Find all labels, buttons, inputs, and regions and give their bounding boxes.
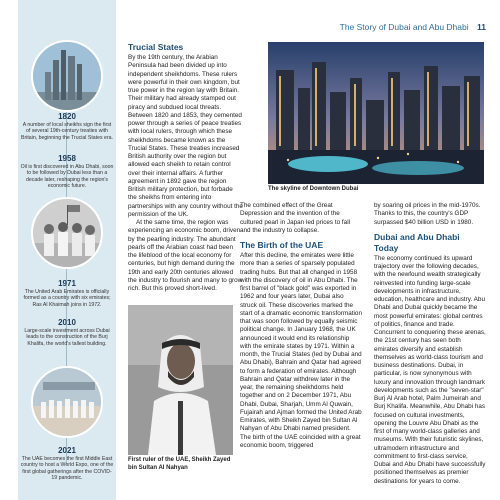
timeline-entry-2010 — [20, 318, 114, 347]
section-heading-trucial-states: Trucial States — [128, 42, 184, 52]
body-paragraph: By the 19th century, the Arabian Peninsula had been divided up into independent sheikhdoms. These rulers were powerful in their own kingdom, but true power in the region lay with Britain. Their military had already stamped out piracy and subdued local threats. Between 1820 and 1853, they cemented power through a series of peace treaties with local rulers, through which these sheikhdoms became known as the Trucial States. These treaties increased British authority over the region but allowed each sheikh to retain control over their internal affairs. A further agreement in 1892 gave the region British military protection, but forbade the sheikhs from entering into partnerships with any country without the permission of the UK. — [128, 54, 243, 218]
timeline-entry-1820 — [20, 112, 114, 141]
timeline-text: A number of local sheikhs sign the first of several 19th-century treaties with Britain, beginning the Trucial States era. — [21, 122, 113, 141]
timeline-entry-2021 — [20, 446, 114, 482]
section-heading-today: Dubai and Abu Dhabi Today — [374, 231, 460, 253]
body-paragraph: The economy continued its upward trajectory over the following decades, with the newfound wealth strategically reinvested into funding large-scale developments in infrastructure, education, healthcare and industry. Abu Dhabi and Dubai quickly became the most powerful emirates: global centres of politics, finance and trade. Concurrent to conquering these arenas, the 21st century has seen both emirates diversify and establish themselves as world-class tourism and business destinations. Dubai, in particular, is now synonymous with luxury and innovation through landmark developments such as the "seven-star" Burj Al Arab hotel, Palm Jumeirah and Burj Khalifa. Meanwhile, Abu Dhabi has focused on cultural investments, opening the Louvre Abu Dhabi as the first of many world-class galleries and museums. With their futuristic skylines, ultramodern infrastructure and commitment to first-class service, Dubai and Abu Dhabi have successfully positioned themselves as premier destinations for years to come. — [374, 254, 486, 485]
timeline-entry-1958 — [20, 154, 114, 190]
timeline-sidebar — [18, 0, 116, 500]
section-heading-birth-of-uae: The Birth of the UAE — [240, 240, 324, 250]
timeline-entry-1971 — [20, 279, 114, 308]
running-header — [340, 22, 486, 32]
timeline-year: 1820 — [58, 112, 76, 121]
body-paragraph: After this decline, the emirates were little more than a series of sparsely populated trading hubs. But that all changed in 1958 with the discovery of oil in Abu Dhabi. The first barrel of "black gold" was exported in 1962 and four years later, Dubai also struck oil. These discoveries marked the start of a dramatic economic transformation that was soon followed by equally seismic political change. In January 1968, the UK announced it would end its relationship with the emirate states by 1971. Within a month, the Trucial States (led by Dubai and Abu Dhabi), Bahrain and Qatar had agreed to form a federation of emirates. Although Bahrain and Qatar withdrew later in the year, the remaining sheikhdoms held together and on 2 December 1971, Abu Dhabi, Dubai, Sharjah, Umm Al Quwain, Fujairah and Ajman formed the United Arab Emirates, with Sheikh Zayed bin Sultan Al Nahyan of Abu Dhabi named president. The birth of the UAE coincided with a great economic boom, triggered — [240, 252, 362, 449]
timeline-year: 1971 — [58, 279, 76, 288]
article-column-today — [374, 202, 486, 486]
timeline-text: Oil is first discovered in Abu Dhabi, soon to be followed by Dubai less than a decade later, reshaping the region's economic future. — [20, 164, 114, 190]
article-column-birth-of-uae — [240, 202, 362, 450]
timeline-photo-founders — [31, 197, 103, 269]
skyline-photo — [268, 42, 484, 184]
timeline-year: 2010 — [58, 318, 76, 327]
timeline-text: The United Arab Emirates is officially formed as a country with six emirates; Ras Al Khaimah joins in 1972. — [23, 289, 111, 308]
timeline-year: 2021 — [58, 446, 76, 455]
body-paragraph: by soaring oil prices in the mid-1970s. Thanks to this, the country's GDP surpassed $40 billion USD in 1980. — [374, 202, 481, 226]
running-header-title: The Story of Dubai and Abu Dhabi — [339, 22, 469, 32]
page-number: 11 — [477, 22, 486, 32]
timeline-text: The UAE becomes the first Middle East country to host a World Expo, one of the first global gatherings after the COVID-19 pandemic. — [20, 456, 114, 482]
body-paragraph: The combined effect of the Great Depression and the invention of the cultured pearl in Japan led prices to fall and the industry to collapse. — [240, 202, 351, 234]
body-paragraph: At the same time, the region was experiencing an economic boom, driven by the pearling industry. The abundant pearls off the Arabian coast had been the lifeblood of the local economy for centuries, but high demand during the 19th and early 20th centuries allowed the industry to flourish and many to grow rich. But this proved short-lived. — [128, 219, 243, 292]
timeline-text: Large-scale investment across Dubai leads to the construction of the Burj Khalifa, the world's tallest building. — [24, 328, 110, 347]
timeline-year: 1958 — [58, 154, 76, 163]
skyline-caption: The skyline of Downtown Dubai — [268, 186, 359, 192]
ruler-caption: First ruler of the UAE, Sheikh Zayed bin Sultan Al Nahyan — [128, 457, 231, 471]
timeline-photo-skyscrapers — [31, 40, 103, 112]
ruler-photo — [128, 305, 233, 455]
timeline-photo-expo — [31, 366, 103, 438]
article-column-trucial-states — [128, 42, 243, 293]
